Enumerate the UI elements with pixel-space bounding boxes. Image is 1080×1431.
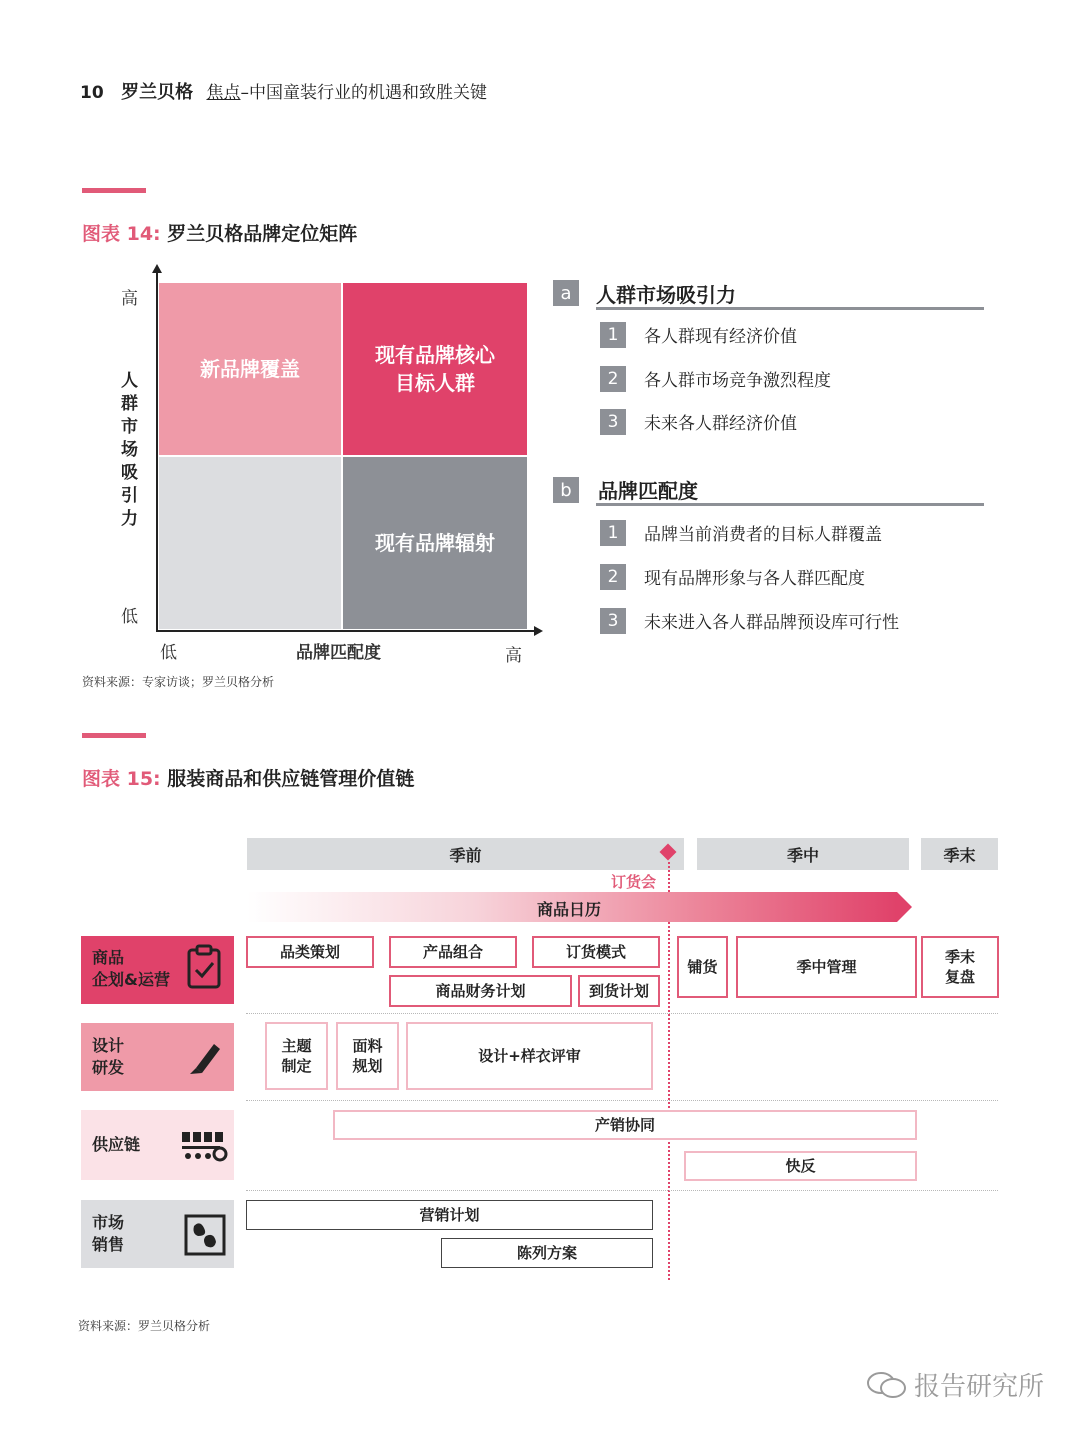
- box-marketing-plan: 营销计划: [246, 1200, 653, 1230]
- section-a-badge: a: [553, 280, 579, 306]
- section-b-title: 品牌匹配度: [598, 479, 698, 503]
- section-a-rule: [596, 307, 984, 310]
- row-planning-label-line1: 商品: [92, 948, 125, 967]
- x-axis-line: [156, 630, 536, 632]
- figure14-accent-bar: [82, 188, 146, 193]
- brand-name: 罗兰贝格: [121, 82, 194, 103]
- row-design-label: [92, 1035, 124, 1079]
- section-b-rule: [596, 503, 984, 506]
- quadrant-core-target-line1: 现有品牌核心: [375, 343, 495, 367]
- phase-end-season: 季末: [921, 838, 998, 870]
- box-season-review-line1: 季末: [944, 948, 975, 966]
- box-financial-plan: 商品财务计划: [389, 975, 572, 1007]
- section-b-badge: b: [553, 477, 579, 503]
- conveyor-icon: [180, 1130, 228, 1164]
- section-a-item-1-text: 各人群现有经济价值: [644, 327, 797, 347]
- marker-pen-icon: [186, 1038, 224, 1076]
- section-a-item-2-text: 各人群市场竞争激烈程度: [644, 371, 831, 391]
- quadrant-core-target-line2: 目标人群: [395, 371, 475, 395]
- header-focus: 焦点: [206, 83, 241, 103]
- section-a-item-3-number: 3: [600, 409, 626, 435]
- phase-mid-season: 季中: [697, 838, 909, 870]
- row-design-label-line1: 设计: [92, 1036, 125, 1055]
- box-product-mix: 产品组合: [389, 936, 517, 968]
- x-axis-title: 品牌匹配度: [296, 643, 381, 663]
- order-meeting-line: [668, 862, 670, 1280]
- box-theme-setting-line1: 主题: [281, 1037, 312, 1055]
- figure15-label: 图表 15:: [82, 768, 161, 790]
- header-subtitle: –中国童装行业的机遇和致胜关键: [240, 83, 487, 103]
- y-axis-high: 高: [121, 289, 138, 309]
- box-quick-response: 快反: [684, 1151, 917, 1181]
- y-axis-arrow-icon: [152, 264, 162, 273]
- section-b-item-2-text: 现有品牌形象与各人群匹配度: [644, 569, 865, 589]
- quadrant-core-target: [343, 283, 527, 455]
- clipboard-icon: [186, 944, 222, 990]
- quadrant-existing-radiation-label: 现有品牌辐射: [375, 531, 495, 555]
- figure15-title: [82, 764, 414, 791]
- figure15-title-text: 服装商品和供应链管理价值链: [167, 768, 415, 790]
- section-b-item-3-number: 3: [600, 608, 626, 634]
- row-market-label-line2: 销售: [92, 1235, 125, 1254]
- figure14-title: [82, 219, 357, 246]
- box-theme-setting: [265, 1022, 328, 1090]
- section-b-item-1-text: 品牌当前消费者的目标人群覆盖: [644, 525, 882, 545]
- box-design-review: 设计+样衣评审: [406, 1022, 653, 1090]
- row-planning-label: [92, 947, 170, 991]
- box-season-review-line2: 复盘: [944, 968, 975, 986]
- page-header: [80, 78, 487, 104]
- section-b-item-2-number: 2: [600, 564, 626, 590]
- row-divider-3: [246, 1190, 998, 1191]
- figure14-source: 资料来源：专家访谈；罗兰贝格分析: [82, 675, 275, 689]
- box-theme-setting-line2: 制定: [281, 1057, 312, 1075]
- wechat-logo-icon: [866, 1370, 908, 1400]
- section-b-item-3-text: 未来进入各人群品牌预设库可行性: [644, 613, 899, 633]
- calendar-label: 商品日历: [537, 900, 602, 919]
- watermark-text: 报告研究所: [914, 1372, 1045, 1402]
- x-axis-low: 低: [160, 643, 177, 663]
- row-divider-1: [246, 1013, 998, 1014]
- row-design-label-line2: 研发: [92, 1058, 125, 1077]
- row-divider-2: [246, 1100, 998, 1101]
- y-axis-line: [156, 270, 158, 632]
- box-season-review: [921, 936, 999, 998]
- x-axis-arrow-icon: [534, 626, 543, 636]
- figure14-title-text: 罗兰贝格品牌定位矩阵: [167, 223, 358, 245]
- y-axis-title: 人群市场吸引力: [121, 371, 138, 529]
- box-category-planning: 品类策划: [246, 936, 374, 968]
- box-distribution: 铺货: [677, 936, 728, 998]
- section-a-title: 人群市场吸引力: [596, 283, 736, 307]
- figure14-label: 图表 14:: [82, 223, 161, 245]
- box-fabric-planning-line1: 面料: [352, 1037, 383, 1055]
- section-a-item-1-number: 1: [600, 322, 626, 348]
- calendar-arrow-head-icon: [897, 892, 912, 922]
- quadrant-new-brand-label: 新品牌覆盖: [200, 357, 300, 381]
- market-map-icon: [184, 1214, 226, 1256]
- box-display-plan: 陈列方案: [441, 1238, 653, 1268]
- box-order-mode: 订货模式: [532, 936, 660, 968]
- page-number: 10: [80, 83, 104, 103]
- section-b-item-1-number: 1: [600, 520, 626, 546]
- box-fabric-planning-line2: 规划: [352, 1057, 383, 1075]
- section-a-item-2-number: 2: [600, 366, 626, 392]
- quadrant-empty: [159, 457, 341, 629]
- row-planning-label-line2: 企划&运营: [92, 970, 170, 989]
- row-supply-label: 供应链: [92, 1135, 141, 1154]
- figure15-accent-bar: [82, 733, 146, 738]
- row-market-label: [92, 1212, 124, 1256]
- x-axis-high: 高: [505, 646, 522, 666]
- box-delivery-plan: 到货计划: [578, 975, 660, 1007]
- y-axis-low: 低: [121, 607, 138, 627]
- quadrant-new-brand: [159, 283, 341, 455]
- box-production-sales-coordination: 产销协同: [333, 1110, 917, 1140]
- box-in-season-management: 季中管理: [736, 936, 917, 998]
- row-market-label-line1: 市场: [92, 1213, 125, 1232]
- order-meeting-label: 订货会: [611, 873, 657, 891]
- figure15-source: 资料来源：罗兰贝格分析: [78, 1319, 211, 1333]
- box-fabric-planning: [336, 1022, 399, 1090]
- quadrant-existing-radiation: [343, 457, 527, 629]
- section-a-item-3-text: 未来各人群经济价值: [644, 414, 797, 434]
- phase-pre-season: 季前: [247, 838, 684, 870]
